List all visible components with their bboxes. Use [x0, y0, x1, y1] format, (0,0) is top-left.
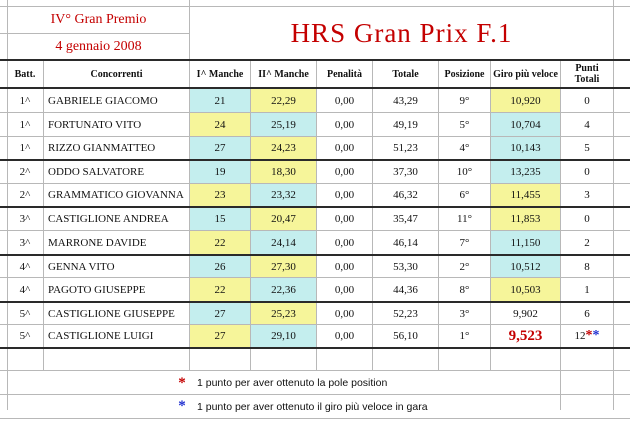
- row-totale: 46,14: [393, 236, 418, 249]
- row-totale: 56,10: [393, 330, 418, 342]
- row-name: PAGOTO GIUSEPPE: [48, 283, 146, 296]
- row-posizione: 10°: [456, 166, 473, 178]
- row-penalita: 0,00: [334, 94, 355, 107]
- row-manche2: 20,47: [251, 208, 316, 230]
- row-posizione: 9°: [459, 94, 470, 107]
- row-manche1: 23: [190, 184, 250, 206]
- row-manche2: 25,19: [251, 113, 316, 136]
- fastest-legend-star-icon: *: [178, 398, 186, 414]
- col-header-manche1: I^ Manche: [196, 68, 244, 80]
- row-manche2: 29,10: [251, 325, 316, 347]
- grid-line: [0, 394, 630, 395]
- col-header-posizione: Posizione: [444, 68, 485, 80]
- col-header-manche2: II^ Manche: [258, 68, 309, 80]
- row-posizione: 3°: [459, 307, 470, 320]
- row-giro: 10,503: [491, 278, 560, 301]
- row-manche1: 22: [190, 278, 250, 301]
- table-end-divider: [0, 347, 630, 349]
- grid-line: [0, 418, 630, 419]
- row-punti: 6: [584, 307, 590, 320]
- row-punti: 8: [584, 260, 590, 273]
- row-manche2: 18,30: [251, 161, 316, 183]
- row-totale: 46,32: [393, 189, 418, 201]
- row-posizione: 2°: [459, 260, 470, 273]
- col-header-totale: Totale: [392, 68, 419, 80]
- row-name: GABRIELE GIACOMO: [48, 94, 158, 107]
- event-edition: IV° Gran Premio: [50, 12, 147, 27]
- row-totale: 44,36: [393, 283, 418, 296]
- row-name: GRAMMATICO GIOVANNA: [48, 189, 184, 201]
- row-manche1: 26: [190, 256, 250, 277]
- row-giro: 9,902: [513, 307, 538, 320]
- row-punti: 0: [584, 166, 590, 178]
- row-batt: 3^: [19, 213, 31, 225]
- row-posizione: 11°: [457, 213, 472, 225]
- row-totale: 51,23: [393, 142, 418, 154]
- row-batt: 1^: [19, 118, 31, 131]
- fastest-lap-highlight: 9,523: [508, 327, 543, 344]
- row-penalita: 0,00: [334, 307, 355, 320]
- row-manche1: 15: [190, 208, 250, 230]
- row-totale: 37,30: [393, 166, 418, 178]
- row-manche2: 24,14: [251, 231, 316, 254]
- row-name: FORTUNATO VITO: [48, 118, 142, 131]
- row-giro: 13,235: [491, 161, 560, 183]
- row-batt: 5^: [19, 330, 31, 342]
- row-punti-with-bonus: [561, 325, 613, 347]
- row-posizione: 6°: [459, 189, 470, 201]
- row-manche1: 19: [190, 161, 250, 183]
- row-name: GENNA VITO: [48, 260, 115, 273]
- row-manche1: 24: [190, 113, 250, 136]
- row-punti: 4: [584, 118, 590, 131]
- row-manche1: 22: [190, 231, 250, 254]
- row-giro: 10,143: [491, 137, 560, 159]
- row-name: ODDO SALVATORE: [48, 166, 145, 178]
- row-penalita: 0,00: [334, 189, 355, 201]
- row-penalita: 0,00: [334, 330, 355, 342]
- row-batt: 4^: [19, 283, 31, 296]
- row-batt: 5^: [19, 307, 31, 320]
- row-penalita: 0,00: [334, 118, 355, 131]
- row-penalita: 0,00: [334, 213, 355, 225]
- grid-line: [0, 370, 630, 371]
- row-totale: 35,47: [393, 213, 418, 225]
- row-posizione: 8°: [459, 283, 470, 296]
- row-punti: 5: [584, 142, 590, 154]
- fastest-legend-text: 1 punto per aver ottenuto il giro più veloce in gara: [197, 400, 428, 413]
- col-header-punti: [561, 61, 613, 87]
- row-giro: 10,512: [491, 256, 560, 277]
- row-posizione: 5°: [459, 118, 470, 131]
- row-manche2: 22,36: [251, 278, 316, 301]
- row-giro: 11,150: [491, 231, 560, 254]
- row-manche2: 24,23: [251, 137, 316, 159]
- col-header-giro: Giro più veloce: [493, 68, 558, 80]
- row-penalita: 0,00: [334, 283, 355, 296]
- row-penalita: 0,00: [334, 236, 355, 249]
- row-punti: 3: [584, 189, 590, 201]
- row-batt: 1^: [19, 94, 31, 107]
- row-totale: 43,29: [393, 94, 418, 107]
- row-batt: 3^: [19, 236, 31, 249]
- row-giro: 10,920: [491, 89, 560, 112]
- row-totale: 52,23: [393, 307, 418, 320]
- row-name: CASTIGLIONE LUIGI: [48, 330, 154, 342]
- row-batt: 1^: [19, 142, 31, 154]
- row-posizione: 7°: [459, 236, 470, 249]
- row-name: CASTIGLIONE ANDREA: [48, 213, 169, 225]
- row-punti: 0: [584, 213, 590, 225]
- row-manche2: 25,23: [251, 303, 316, 324]
- row-penalita: 0,00: [334, 166, 355, 178]
- row-batt: 4^: [19, 260, 31, 273]
- pole-star-icon: *: [585, 328, 593, 343]
- row-name: MARRONE DAVIDE: [48, 236, 147, 249]
- row-giro: 10,704: [491, 113, 560, 136]
- event-date: 4 gennaio 2008: [55, 38, 142, 54]
- row-manche2: 23,32: [251, 184, 316, 206]
- row-punti: 1: [584, 283, 590, 296]
- row-batt: 2^: [19, 166, 31, 178]
- fastest-lap-star-icon: *: [592, 328, 600, 343]
- pole-legend-text: 1 punto per aver ottenuto la pole position: [197, 377, 388, 389]
- row-totale: 53,30: [393, 260, 418, 273]
- row-punti: 0: [584, 94, 590, 107]
- col-header-punti-line1: Punti: [575, 63, 599, 74]
- col-header-batt: Batt.: [14, 68, 36, 80]
- row-manche1: 27: [190, 303, 250, 324]
- row-giro: 11,853: [491, 208, 560, 230]
- row-penalita: 0,00: [334, 142, 355, 154]
- col-header-penalita: Penalità: [327, 68, 362, 80]
- row-penalita: 0,00: [334, 260, 355, 273]
- pole-legend-star-icon: *: [178, 374, 186, 391]
- row-manche1: 27: [190, 325, 250, 347]
- row-punti: 12: [574, 330, 586, 342]
- row-punti: 2: [584, 236, 590, 249]
- row-manche1: 21: [190, 89, 250, 112]
- row-posizione: 4°: [459, 142, 470, 154]
- page-title: HRS Gran Prix F.1: [290, 17, 513, 48]
- row-batt: 2^: [19, 189, 31, 201]
- col-header-concorrenti: Concorrenti: [90, 68, 143, 80]
- row-posizione: 1°: [459, 330, 470, 342]
- row-manche2: 22,29: [251, 89, 316, 112]
- row-name: RIZZO GIANMATTEO: [48, 142, 156, 154]
- row-giro: 11,455: [491, 184, 560, 206]
- row-totale: 49,19: [393, 118, 418, 131]
- row-manche1: 27: [190, 137, 250, 159]
- row-name: CASTIGLIONE GIUSEPPE: [48, 307, 175, 320]
- col-header-punti-line2: Totali: [574, 74, 600, 85]
- row-manche2: 27,30: [251, 256, 316, 277]
